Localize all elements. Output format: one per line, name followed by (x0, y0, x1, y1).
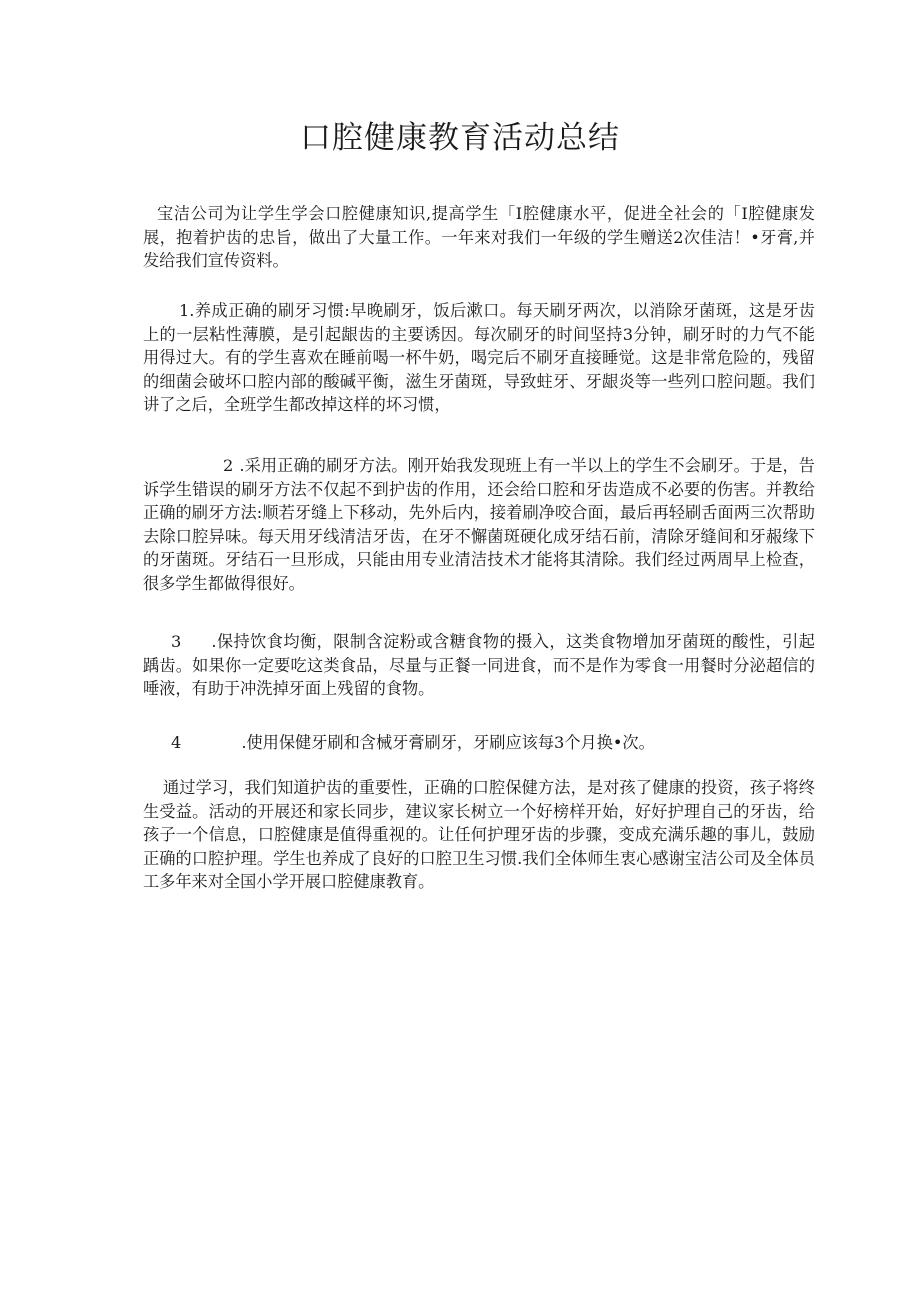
intro-paragraph: 宝洁公司为让学生学会口腔健康知识,提高学生「I腔健康水平，促进全社会的「I腔健康发展，抱着护齿的忠旨，做出了大量工作。一年来对我们一年级的学生赠送2次佳洁！•牙膏,并发给我们宣传资料。 (143, 204, 815, 270)
item-number-3: 3 (171, 632, 182, 651)
item-number-2: 2 (223, 456, 234, 475)
item-text-4: .使用保健牙刷和含械牙膏刷牙，牙刷应该每3个月换•次。 (241, 733, 655, 752)
item-number-1: 1. (179, 301, 195, 320)
item-text-3: .保持饮食均衡，限制含淀粉或含糖食物的摄入，这类食物增加牙菌斑的酸性，引起踽齿。如果你一定要吃这类食品，尽量与正餐一同进食，而不是作为零食一用餐时分泌超信的唾液，有助于冲洗掉牙面上残留的食物。 (143, 632, 815, 698)
item-paragraph-4 (143, 731, 815, 755)
item-paragraph-3 (143, 630, 815, 701)
document-title: 口腔健康教育活动总结 (300, 120, 620, 156)
item-number-4: 4 (171, 733, 182, 752)
item-text-2: .采用正确的刷牙方法。刚开始我发现班上有一半以上的学生不会刷牙。于是，告诉学生错误的刷牙方法不仅起不到护齿的作用，还会给口腔和牙齿造成不必要的伤害。并教给正确的刷牙方法:顺若牙缝上下移动，先外后内，接着刷净咬合面，最后再轻刷舌面两三次帮助去除口腔异味。每天用牙线清洁牙齿，在牙不懈菌斑硬化成牙结石前，清除牙缝间和牙赧缘下的牙菌斑。牙结石一旦形成，只能由用专业清洁技术才能将其清除。我们经过两周早上检查，很多学生都做得很好。 (143, 456, 815, 593)
item-paragraph-1 (143, 299, 815, 417)
item-text-1: 养成正确的刷牙习惯:早晚刷牙，饭后漱口。每天刷牙两次，以消除牙菌斑，这是牙齿上的一层粘性薄膜，是引起龈齿的主要诱因。每次刷牙的时间坚持3分钟，刷牙时的力气不能用得过大。有的学生喜欢在睡前喝一杯牛奶，喝完后不刷牙直接睡觉。这是非常危险的，残留的细菌会破坏口腔内部的酸碱平衡，滋生牙菌斑，导致蛀牙、牙龈炎等一些列口腔问题。我们讲了之后，全班学生都改掉这样的坏习惯， (143, 301, 815, 414)
summary-paragraph: 通过学习，我们知道护齿的重要性，正确的口腔保健方法，是对孩了健康的投资，孩子将终生受益。活动的开展还和家长同步，建议家长树立一个好榜样开始，好好护理自己的牙齿，给孩子一个信息，口腔健康是值得重视的。让任何护理牙齿的步骤，变成充满乐趣的事儿，鼓励正确的口腔护理。学生也养成了良好的口腔卫生习惯.我们全体师生衷心感谢宝洁公司及全体员工多年来对全国小学开展口腔健康教育。 (143, 778, 815, 891)
item-paragraph-2 (143, 454, 815, 595)
